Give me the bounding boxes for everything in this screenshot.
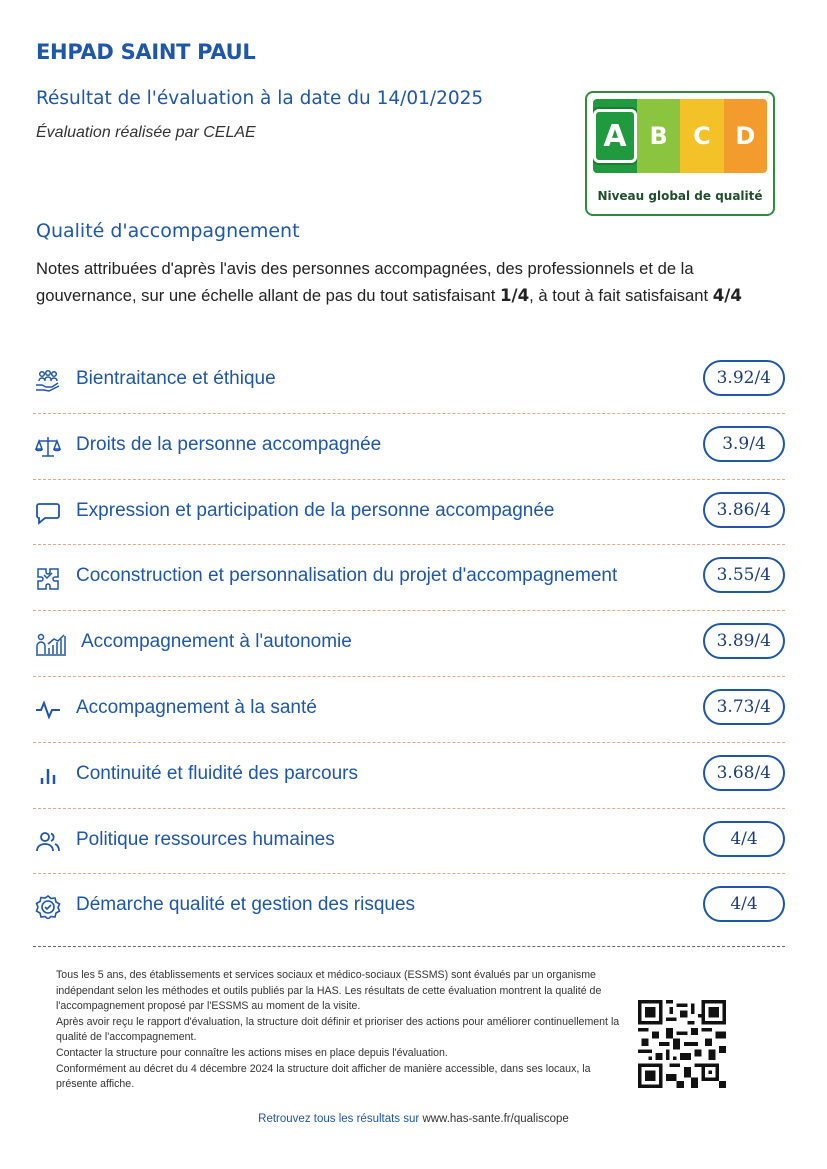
criterion-row (33, 348, 785, 414)
evaluator-line: Évaluation réalisée par CELAE (36, 124, 256, 141)
criterion-score: 4/4 (703, 886, 785, 922)
criterion-score: 3.9/4 (703, 426, 785, 462)
results-link[interactable] (0, 1113, 827, 1125)
criterion-score: 3.68/4 (703, 755, 785, 791)
criterion-score: 3.86/4 (703, 492, 785, 528)
hands-people-icon (35, 369, 61, 393)
speech-bubble-icon (35, 501, 61, 525)
link-prefix: Retrouvez tous les résultats sur (258, 1113, 420, 1125)
growth-people-icon (35, 632, 67, 656)
quality-badge-icon (35, 895, 61, 919)
criterion-row (33, 480, 785, 546)
scale-min: 1/4 (500, 286, 530, 305)
criterion-label: Accompagnement à la santé (76, 696, 317, 718)
heartbeat-icon (35, 698, 61, 722)
qualiscope-url[interactable]: www.has-sante.fr/qualiscope (422, 1113, 569, 1125)
evaluation-date-title: Résultat de l'évaluation à la date du 14/01/2025 (36, 88, 484, 109)
criterion-row (33, 611, 785, 677)
criterion-row (33, 414, 785, 480)
scales-icon (35, 435, 61, 459)
criterion-score: 3.55/4 (703, 557, 785, 593)
bar-chart-icon (35, 764, 61, 788)
intro-text-2: , à tout à fait satisfaisant (529, 286, 713, 305)
criterion-label: Accompagnement à l'autonomie (81, 631, 352, 653)
grade-a (593, 99, 637, 173)
notice-paragraph: Conformément au décret du 4 décembre 2024 la structure doit afficher de manière accessible, dans ses locaux, la présente affiche. (56, 1062, 591, 1091)
divider (33, 946, 785, 947)
criterion-row (33, 545, 785, 611)
intro-text-1: Notes attribuées d'après l'avis des personnes accompagnées, des professionnels et de la gouvernance, sur une échelle allant de pas du tout satisfaisant (36, 259, 694, 305)
global-quality-badge (585, 91, 775, 216)
badge-label: Niveau global de qualité (597, 189, 763, 203)
criterion-row (33, 874, 785, 940)
criterion-row (33, 677, 785, 743)
criterion-score: 4/4 (703, 821, 785, 857)
criterion-score: 3.89/4 (703, 623, 785, 659)
scale-max: 4/4 (712, 286, 742, 305)
criterion-label: Droits de la personne accompagnée (76, 433, 382, 455)
grade-c: C (680, 99, 723, 173)
notice-paragraph: Après avoir reçu le rapport d'évaluation, la structure doit définir et prioriser des actions pour améliorer continuellement la qualité de l'accompagnement. (56, 1015, 620, 1044)
criterion-row (33, 809, 785, 875)
puzzle-icon (35, 566, 61, 590)
criteria-list (33, 348, 785, 940)
criterion-score: 3.73/4 (703, 689, 785, 725)
section-title: Qualité d'accompagnement (36, 220, 300, 242)
legal-notice (56, 968, 631, 1093)
criterion-label: Politique ressources humaines (76, 828, 335, 850)
criterion-label: Coconstruction et personnalisation du projet d'accompagnement (76, 565, 618, 587)
criterion-label: Expression et participation de la personne accompagnée (76, 499, 555, 521)
grade-scale (593, 99, 767, 173)
criterion-label: Démarche qualité et gestion des risques (76, 894, 416, 916)
users-icon (35, 830, 61, 854)
criterion-label: Continuité et fluidité des parcours (76, 762, 358, 784)
notice-paragraph: Tous les 5 ans, des établissements et services sociaux et médico-sociaux (ESSMS) sont évalués par un organisme indépendant selon les méthodes et outils publiés par la HAS. Les résultats de cette évaluation montrent la qualité de l'accompagnement proposé par l'ESSMS au moment de la visite. (56, 969, 602, 1013)
grade-b: B (637, 99, 680, 173)
notice-paragraph: Contacter la structure pour connaître les actions mises en place depuis l'évaluation. (56, 1046, 448, 1059)
grade-d: D (724, 99, 767, 173)
intro-text (36, 255, 796, 309)
criterion-score: 3.92/4 (703, 360, 785, 396)
criterion-row (33, 743, 785, 809)
criterion-label: Bientraitance et éthique (76, 368, 276, 389)
qr-code[interactable] (638, 1000, 726, 1088)
establishment-name: EHPAD SAINT PAUL (36, 40, 256, 64)
grade-a-selected: A (593, 109, 637, 163)
